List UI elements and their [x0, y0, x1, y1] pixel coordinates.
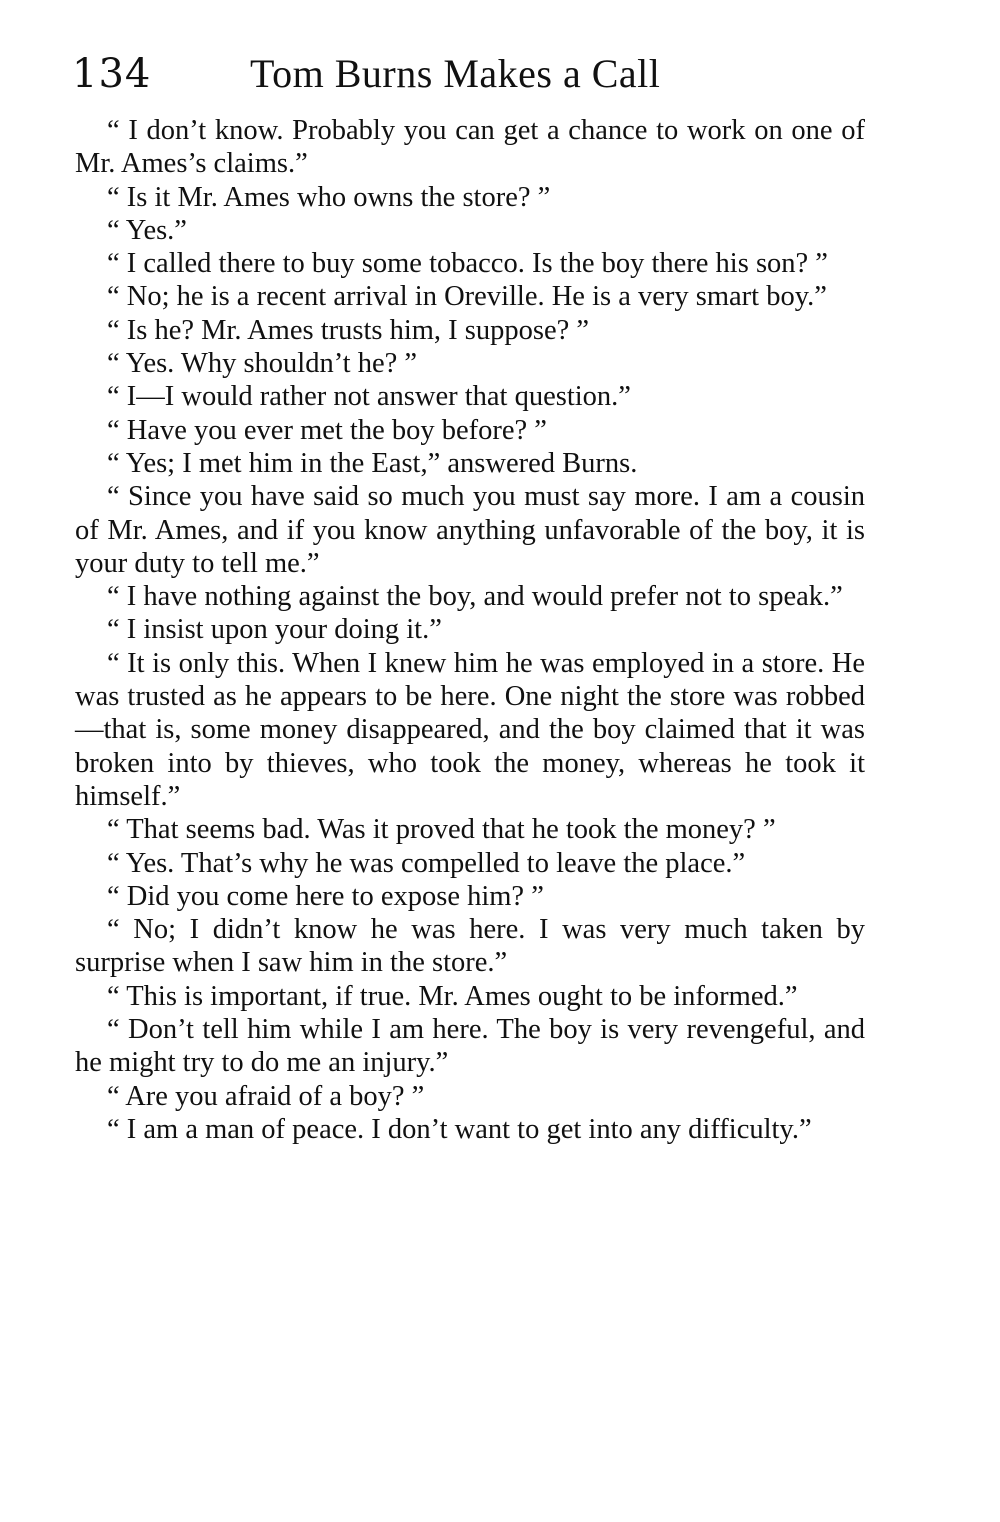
paragraph: “ Did you come here to expose him? ” [107, 880, 544, 912]
paragraph: “ I am a man of peace. I don’t want to get into any difficulty.” [107, 1113, 812, 1145]
paragraph: “ Yes. Why shouldn’t he? ” [107, 348, 418, 380]
paragraph: “ I have nothing against the boy, and would prefer not to speak.” [107, 581, 843, 613]
paragraph: “ I called there to buy some tobacco. Is the boy there his son? ” [107, 248, 828, 280]
paragraph: “ Yes. That’s why he was compelled to leave the place.” [107, 847, 746, 879]
paragraph: “ That seems bad. Was it proved that he took the money? ” [107, 814, 776, 846]
paragraph: “ This is important, if true. Mr. Ames ought to be informed.” [107, 980, 798, 1012]
paragraph: “ It is only this. When I knew him he was employed in a store. He was trusted as he appears to be here. One night the store was robbed—that is, some money disappeared, and the boy claimed that it was broken into by thieves, who took the money, whereas he took it himself.” [75, 647, 865, 812]
body-text [75, 114, 865, 1146]
paragraph: “ Don’t tell him while I am here. The boy is very revengeful, and he might try to do me an injury.” [75, 1014, 865, 1079]
paragraph: “ Yes.” [107, 214, 187, 246]
paragraph: “ I—I would rather not answer that question.” [107, 381, 631, 413]
paragraph: “ I don’t know. Probably you can get a chance to work on one of Mr. Ames’s claims.” [75, 115, 865, 180]
page-header [72, 44, 872, 104]
running-title: Tom Burns Makes a Call [250, 51, 661, 96]
paragraph: “ No; I didn’t know he was here. I was very much taken by surprise when I saw him in the store.” [75, 914, 865, 979]
paragraph: “ Yes; I met him in the East,” answered Burns. [107, 447, 638, 479]
paragraph: “ Is it Mr. Ames who owns the store? ” [107, 181, 551, 213]
paragraph: “ Since you have said so much you must say more. I am a cousin of Mr. Ames, and if you know anything unfavorable of the boy, it is your duty to tell me.” [75, 481, 865, 579]
page-number: 134 [72, 51, 152, 97]
paragraph: “ Have you ever met the boy before? ” [107, 414, 547, 446]
paragraph: “ Is he? Mr. Ames trusts him, I suppose? ” [107, 314, 590, 346]
paragraph: “ Are you afraid of a boy? ” [107, 1080, 425, 1112]
paragraph: “ No; he is a recent arrival in Oreville. He is a very smart boy.” [107, 281, 827, 313]
paragraph: “ I insist upon your doing it.” [107, 614, 442, 646]
